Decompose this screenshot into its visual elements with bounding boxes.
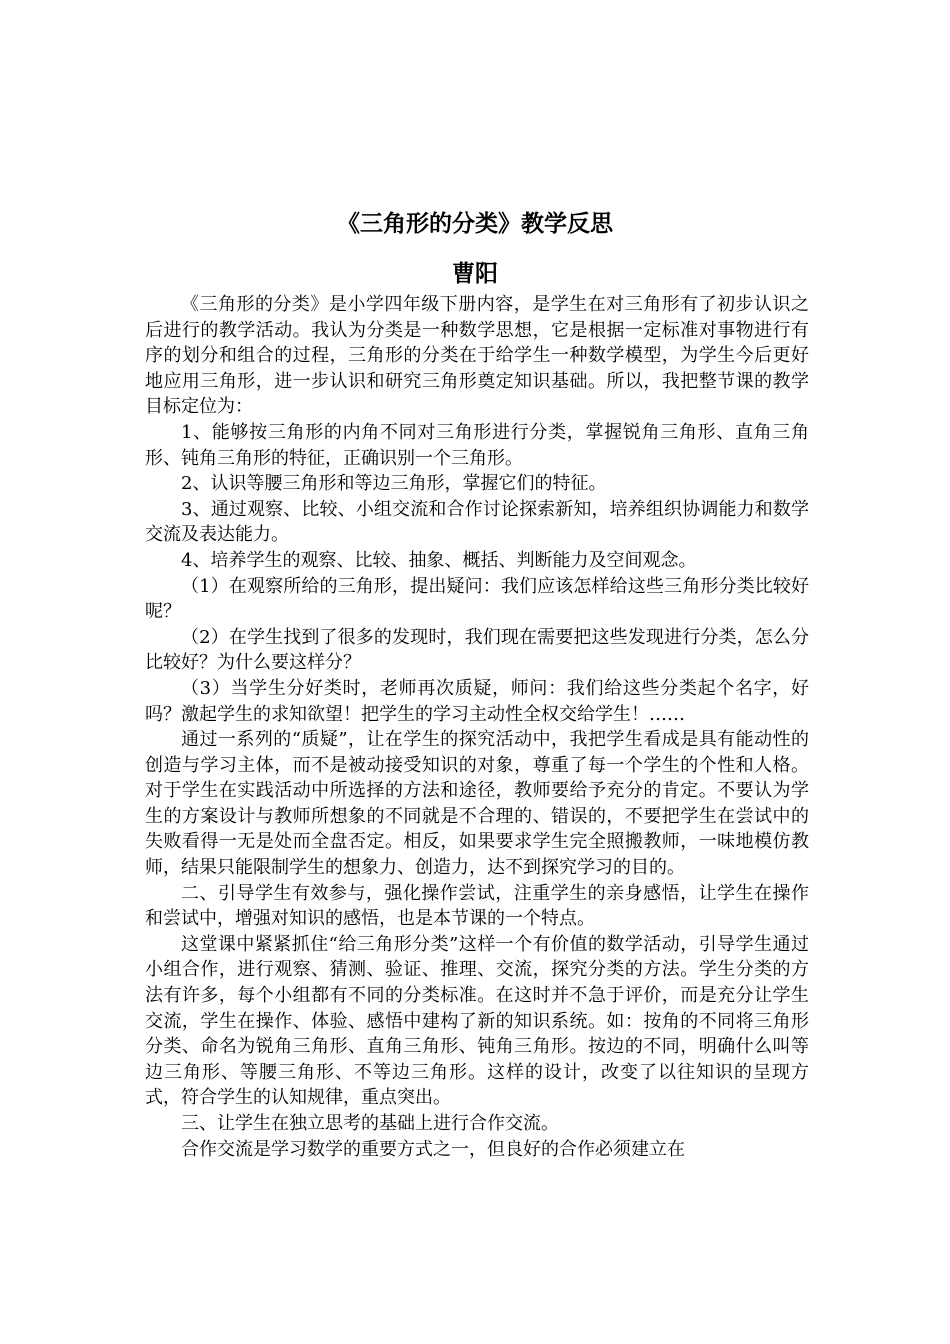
paragraph-reflection: 通过一系列的“质疑”，让在学生的探究活动中，我把学生看成是具有能动性的创造与学习主体，而不是被动接受知识的对象，尊重了每一个学生的个性和人格。对于学生在实践活动中所选择的方法和途径，教师要给予充分的肯定。不要认为学生的方案设计与教师所想象的不同就是不合理的、错误的，不要把学生在尝试中的失败看得一无是处而全盘否定。相反，如果要求学生完全照搬教师，一味地模仿教师，结果只能限制学生的想象力、创造力，达不到探究学习的目的。: [145, 729, 809, 879]
document-body: [145, 292, 809, 1162]
document-title: 《三角形的分类》教学反思: [337, 210, 613, 237]
paragraph-question-1: （1）在观察所给的三角形，提出疑问：我们应该怎样给这些三角形分类比较好呢？: [145, 575, 809, 623]
paragraph-section-3-body: 合作交流是学习数学的重要方式之一，但良好的合作必须建立在: [181, 1138, 685, 1160]
paragraph-goal-4: 4、培养学生的观察、比较、抽象、概括、判断能力及空间观念。: [181, 549, 697, 571]
paragraph-section-2-body: 这堂课中紧紧抓住“给三角形分类”这样一个有价值的数学活动，引导学生通过小组合作，进行观察、猜测、验证、推理、交流，探究分类的方法。学生分类的方法有许多，每个小组都有不同的分类标准。在这时并不急于评价，而是充分让学生交流，学生在操作、体验、感悟中建构了新的知识系统。如：按角的不同将三角形分类、命名为锐角三角形、直角三角形、钝角三角形。按边的不同，明确什么叫等边三角形、等腰三角形、不等边三角形。这样的设计，改变了以往知识的呈现方式，符合学生的认知规律，重点突出。: [145, 933, 809, 1109]
paragraph-question-2: （2）在学生找到了很多的发现时，我们现在需要把这些发现进行分类，怎么分比较好？为什么要这样分？: [145, 626, 809, 674]
paragraph-goal-1: 1、能够按三角形的内角不同对三角形进行分类，掌握锐角三角形、直角三角形、钝角三角形的特征，正确识别一个三角形。: [145, 421, 809, 469]
paragraph-section-2-heading: 二、引导学生有效参与，强化操作尝试，注重学生的亲身感悟，让学生在操作和尝试中，增强对知识的感悟，也是本节课的一个特点。: [145, 882, 809, 930]
paragraph-intro: 《三角形的分类》是小学四年级下册内容，是学生在对三角形有了初步认识之后进行的教学活动。我认为分类是一种数学思想，它是根据一定标准对事物进行有序的划分和组合的过程，三角形的分类在于给学生一种数学模型，为学生今后更好地应用三角形，进一步认识和研究三角形奠定知识基础。所以，我把整节课的教学目标定位为：: [145, 294, 809, 418]
paragraph-goal-3: 3、通过观察、比较、小组交流和合作讨论探索新知，培养组织协调能力和数学交流及表达能力。: [145, 498, 809, 546]
paragraph-goal-2: 2、认识等腰三角形和等边三角形，掌握它们的特征。: [181, 473, 607, 495]
paragraph-section-3-heading: 三、让学生在独立思考的基础上进行合作交流。: [181, 1113, 559, 1134]
paragraph-question-3: （3）当学生分好类时，老师再次质疑，师问：我们给这些分类起个名字，好吗？激起学生的求知欲望！把学生的学习主动性全权交给学生！……: [145, 677, 809, 725]
document-author: 曹阳: [452, 260, 498, 287]
